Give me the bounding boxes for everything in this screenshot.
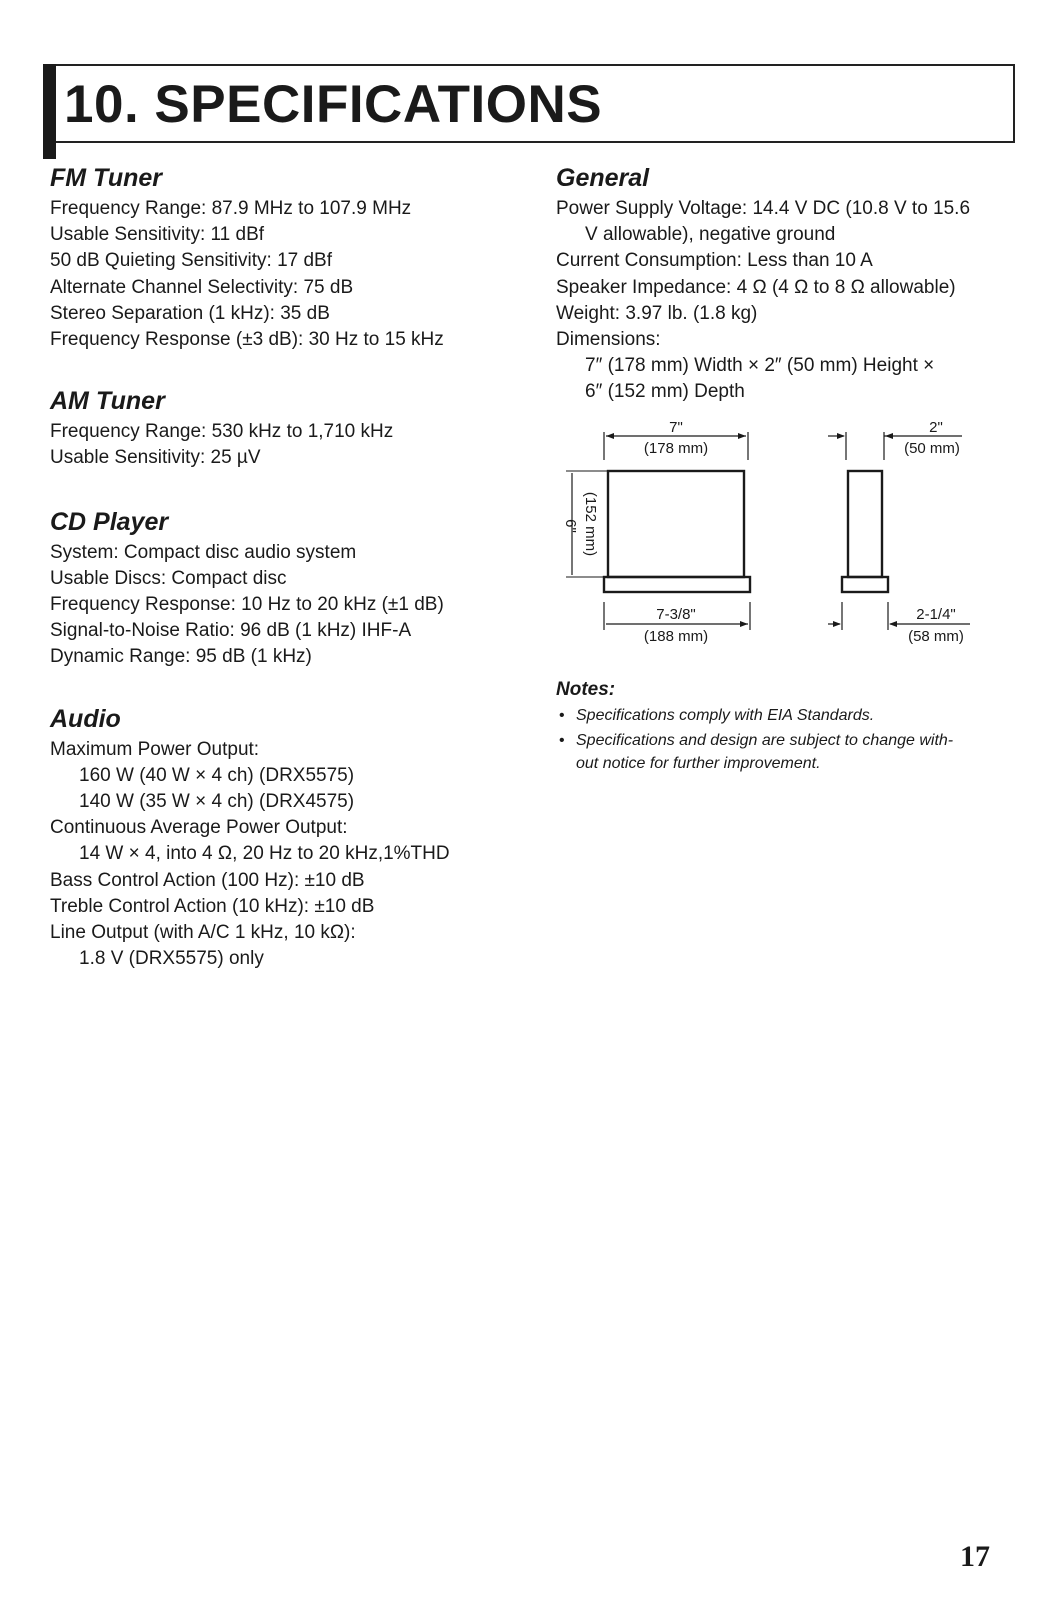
spec-line: Weight: 3.97 lb. (1.8 kg) xyxy=(556,302,758,324)
spec-line: System: Compact disc audio system xyxy=(50,541,357,563)
general-heading: General xyxy=(556,164,650,192)
note-text: Specifications comply with EIA Standards. xyxy=(576,707,875,724)
audio-section xyxy=(50,701,520,973)
spec-line: V allowable), negative ground xyxy=(585,224,836,246)
title-accent-bar xyxy=(43,64,56,159)
dimensions-diagram xyxy=(562,418,1026,658)
spec-line: Stereo Separation (1 kHz): 35 dB xyxy=(50,302,330,324)
cd-player-section xyxy=(50,504,520,671)
general-section xyxy=(556,160,1026,406)
left-column xyxy=(50,160,520,972)
spec-line: 140 W (35 W × 4 ch) (DRX4575) xyxy=(79,791,355,813)
side-view-body xyxy=(848,471,882,577)
front-width-in-label: 7" xyxy=(669,419,683,436)
arrow-head xyxy=(885,433,893,439)
spec-line: 7″ (178 mm) Width × 2″ (50 mm) Height × xyxy=(585,355,935,377)
spec-line: Dynamic Range: 95 dB (1 kHz) xyxy=(50,646,312,668)
side-width-in-label: 2" xyxy=(929,419,943,436)
am-tuner-section xyxy=(50,383,520,471)
spec-line: Frequency Response (±3 dB): 30 Hz to 15 kHz xyxy=(50,329,444,351)
spec-line: Speaker Impedance: 4 Ω (4 Ω to 8 Ω allowable) xyxy=(556,276,956,298)
front-view-body xyxy=(608,471,744,577)
front-view-faceplate xyxy=(604,577,750,592)
bullet-icon: • xyxy=(559,732,565,749)
audio-heading: Audio xyxy=(50,704,121,733)
note-text: out notice for further improvement. xyxy=(576,755,821,772)
bottom-width-mm-label: (188 mm) xyxy=(643,628,709,645)
spec-line: Alternate Channel Selectivity: 75 dB xyxy=(50,276,354,298)
spec-line: 6″ (152 mm) Depth xyxy=(585,381,745,403)
bottom-width-in-label: 7-3/8" xyxy=(656,606,696,623)
arrow-head xyxy=(740,621,748,627)
arrow-head xyxy=(738,433,746,439)
side-bottom-mm-label: (58 mm) xyxy=(908,628,964,645)
note-item xyxy=(556,704,1026,727)
note-text: Specifications and design are subject to change with- xyxy=(576,732,954,749)
arrow-head xyxy=(889,621,897,627)
spec-line: Current Consumption: Less than 10 A xyxy=(556,250,873,272)
spec-line: Usable Sensitivity: 11 dBf xyxy=(50,224,265,246)
spec-line: Maximum Power Output: xyxy=(50,738,260,760)
page-title: 10. SPECIFICATIONS xyxy=(64,75,603,134)
fm-tuner-section xyxy=(50,160,520,353)
spec-line: Frequency Range: 530 kHz to 1,710 kHz xyxy=(50,421,394,443)
spec-line: Treble Control Action (10 kHz): ±10 dB xyxy=(50,895,375,917)
arrow-head xyxy=(606,433,614,439)
dimensions-diagram-svg xyxy=(562,418,1026,658)
spec-line: 1.8 V (DRX5575) only xyxy=(79,948,264,970)
front-width-mm-label: (178 mm) xyxy=(643,440,709,457)
spec-line: Usable Discs: Compact disc xyxy=(50,567,287,589)
spec-line: Usable Sensitivity: 25 µV xyxy=(50,447,261,469)
side-bottom-in-label: 2-1/4" xyxy=(916,606,956,623)
arrow-head xyxy=(833,621,841,627)
spec-line: Signal-to-Noise Ratio: 96 dB (1 kHz) IHF-A xyxy=(50,620,412,642)
spec-line: Power Supply Voltage: 14.4 V DC (10.8 V to 15.6 xyxy=(556,198,971,219)
front-height-mm-label: (152 mm) xyxy=(582,491,599,557)
spec-line: 160 W (40 W × 4 ch) (DRX5575) xyxy=(79,764,355,786)
spec-line: Line Output (with A/C 1 kHz, 10 kΩ): xyxy=(50,922,356,944)
spec-line: 50 dB Quieting Sensitivity: 17 dBf xyxy=(50,250,332,272)
page-number: 17 xyxy=(960,1540,990,1573)
right-column xyxy=(556,160,1026,406)
note-item xyxy=(556,729,1026,775)
spec-line: 14 W × 4, into 4 Ω, 20 Hz to 20 kHz,1%THD xyxy=(79,843,450,865)
fm-tuner-heading: FM Tuner xyxy=(50,164,163,192)
notes-section xyxy=(556,678,1026,775)
cd-player-heading: CD Player xyxy=(50,507,169,536)
bullet-icon: • xyxy=(559,707,565,724)
side-view-faceplate xyxy=(842,577,888,592)
spec-line: Bass Control Action (100 Hz): ±10 dB xyxy=(50,869,365,891)
spec-line: Dimensions: xyxy=(556,329,661,351)
notes-heading: Notes: xyxy=(556,679,616,700)
am-tuner-heading: AM Tuner xyxy=(50,387,165,416)
side-width-mm-label: (50 mm) xyxy=(904,440,960,457)
spec-line: Frequency Response: 10 Hz to 20 kHz (±1 dB) xyxy=(50,594,444,616)
spec-line: Continuous Average Power Output: xyxy=(50,817,348,839)
arrow-head xyxy=(837,433,845,439)
spec-line: Frequency Range: 87.9 MHz to 107.9 MHz xyxy=(50,198,412,219)
front-height-in-label: 6" xyxy=(562,519,579,533)
